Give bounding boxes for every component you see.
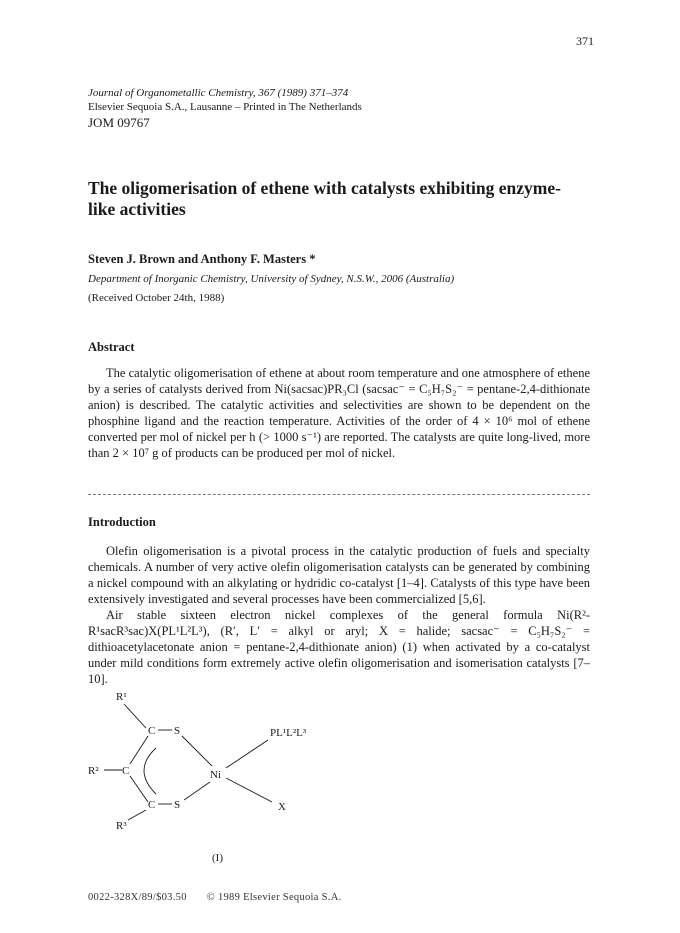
s-top-label: S <box>174 725 181 737</box>
ni-label: Ni <box>210 769 221 781</box>
x-label: X <box>278 801 286 813</box>
section-divider <box>88 494 590 495</box>
page-number: 371 <box>576 34 594 48</box>
r1-bond <box>124 704 146 728</box>
s-ni-bot-bond <box>184 782 210 800</box>
abstract-heading: Abstract <box>88 340 135 354</box>
c-mid-top-bond <box>130 736 148 764</box>
copyright: © 1989 Elsevier Sequoia S.A. <box>206 892 342 903</box>
r1-label: R¹ <box>116 691 127 703</box>
authors: Steven J. Brown and Anthony F. Masters * <box>88 252 316 266</box>
intro-paragraph-1 <box>88 543 590 607</box>
ni-x-bond <box>226 778 272 802</box>
r2-label: R² <box>88 765 99 777</box>
introduction-heading: Introduction <box>88 515 156 529</box>
r3-label: R³ <box>116 820 127 830</box>
delocalised-arc <box>144 748 156 794</box>
footer <box>88 892 342 903</box>
abstract-body: The catalytic oligomerisation of ethene at about room temperature and one atmosphere of ethene by a series of catalysts derived from Ni(sacsac)PR₃Cl (sacsac⁻ = C₅H₇S₂⁻ = pentane-2,4-dithionate anion) is described. The catalytic activities and selectivities are shown to be dependent on the phosphine ligand and the reaction temperature. Activities of the order of 4 × 10⁶ mol of ethene converted per mol of nickel per h (> 1000 s⁻¹) are reported. The catalysts are quite long-lived, more than 2 × 10⁷ g of products can be produced per mol of nickel. <box>88 366 590 460</box>
intro-paragraph-2-text: Air stable sixteen electron nickel complexes of the general formula Ni(R²-R¹sacR³sac)X(PL¹L²L³), (R′, L′ = alkyl or aryl; X = halide; sacsac⁻ = C₅H₇S₂⁻ = dithioacetylacetonate anion = pentane-2,4-dithionate anion) (1) when activated by a co-catalyst under mild conditions form extremely active olefin oligomerisation and isomerisation catalysts [7–10]. <box>88 608 590 686</box>
phosphine-label: PL¹L²L³ <box>270 727 307 739</box>
c-mid-label: C <box>122 765 130 777</box>
journal-citation: Journal of Organometallic Chemistry, 367 (1989) 371–374 <box>88 87 349 99</box>
intro-paragraph-2 <box>88 607 590 687</box>
s-ni-top-bond <box>182 736 212 766</box>
c-top-label: C <box>148 725 156 737</box>
compound-label: (I) <box>212 852 223 864</box>
r3-bond <box>128 810 146 820</box>
intro-paragraph-1-text: Olefin oligomerisation is a pivotal process in the catalytic production of fuels and specialty chemicals. A number of very active olefin oligomerisation catalysts can be generated by combining a nickel compound with an alkylating or hydridic co-catalyst [1–4]. Catalysts of this type have been extensively investigated and several processes have been commercialized [5,6]. <box>88 544 590 606</box>
c-mid-bot-bond <box>130 776 148 802</box>
structure-diagram <box>88 690 328 830</box>
journal-code: JOM 09767 <box>88 115 150 130</box>
publisher-line: Elsevier Sequoia S.A., Lausanne – Printed in The Netherlands <box>88 101 362 113</box>
issn-price: 0022-328X/89/$03.50 <box>88 892 187 903</box>
c-bot-label: C <box>148 799 156 811</box>
affiliation: Department of Inorganic Chemistry, University of Sydney, N.S.W., 2006 (Australia) <box>88 273 455 285</box>
article-title: The oligomerisation of ethene with catalysts exhibiting enzyme-like activities <box>88 178 561 219</box>
abstract-text <box>88 365 590 461</box>
ni-p-bond <box>226 740 268 768</box>
journal-header <box>88 86 362 130</box>
received-date: (Received October 24th, 1988) <box>88 292 225 304</box>
s-bot-label: S <box>174 799 181 811</box>
